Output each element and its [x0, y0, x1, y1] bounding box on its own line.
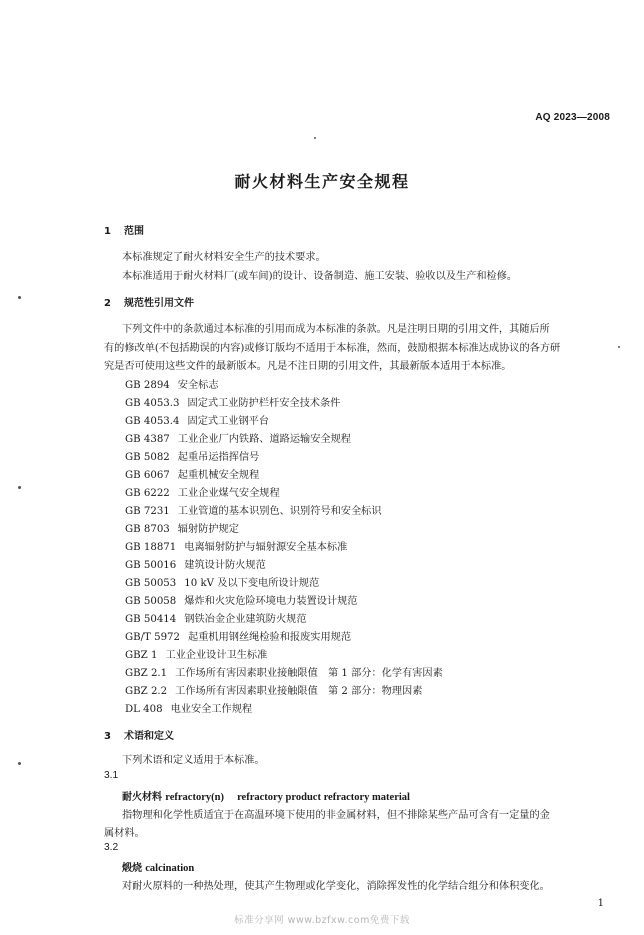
paragraph: 下列术语和定义适用于本标准。	[122, 755, 265, 766]
reference-title: 工业企业厂内铁路、道路运输安全规程	[177, 434, 351, 445]
section-1-heading	[104, 222, 144, 237]
reference-title: 电业安全工作规程	[170, 704, 253, 715]
reference-title: 固定式工业钢平台	[187, 416, 270, 427]
reference-item	[125, 610, 307, 625]
section-number: 2	[104, 298, 111, 309]
reference-title: 工业企业煤气安全规程	[177, 488, 280, 499]
reference-title: 电离辐射防护与辐射源安全基本标准	[184, 542, 348, 553]
reference-item	[125, 412, 269, 427]
reference-item	[125, 556, 266, 571]
reference-item	[125, 484, 280, 499]
reference-code: GB 50053	[125, 578, 177, 589]
reference-item	[125, 592, 357, 607]
paragraph-line: 究是否可使用这些文件的最新版本。凡是不注日期的引用文件，其最新版本适用于本标准。	[104, 361, 512, 372]
reference-code: GBZ 2.1	[125, 668, 168, 679]
standard-code: AQ 2023—2008	[535, 112, 610, 123]
reference-title: 辐射防护规定	[177, 524, 239, 535]
scan-speck	[314, 137, 316, 139]
reference-item	[125, 574, 319, 589]
paragraph-line: 下列文件中的条款通过本标准的引用而成为本标准的条款。凡是注明日期的引用文件，其随后所	[122, 324, 550, 335]
reference-title: 工业企业设计卫生标准	[165, 650, 268, 661]
term-number: 3.2	[104, 842, 119, 853]
reference-item	[125, 520, 239, 535]
scan-speck	[18, 486, 21, 489]
term-en: refractory(n) refractory product refractory material	[165, 792, 410, 803]
reference-title: 10 kV 及以下变电所设计规范	[184, 578, 320, 589]
reference-code: GB 7231	[125, 506, 170, 517]
reference-code: GB 8703	[125, 524, 170, 535]
section-number: 1	[104, 226, 111, 237]
reference-code: DL 408	[125, 704, 163, 715]
reference-title: 工作场所有害因素职业接触限值 第 1 部分：化学有害因素	[175, 668, 443, 679]
paragraph: 本标准规定了耐火材料安全生产的技术要求。	[122, 252, 326, 263]
section-title: 规范性引用文件	[124, 298, 194, 309]
term-en: calcination	[145, 863, 195, 874]
section-2-heading	[104, 294, 194, 309]
reference-item	[125, 700, 252, 715]
reference-title: 工业管道的基本识别色、识别符号和安全标识	[177, 506, 382, 517]
reference-item	[125, 502, 382, 517]
term-heading	[122, 859, 194, 874]
term-zh: 煅烧	[122, 863, 142, 874]
reference-code: GBZ 2.2	[125, 686, 168, 697]
reference-code: GB 4053.4	[125, 416, 180, 427]
page-number: 1	[597, 898, 604, 909]
reference-item	[125, 376, 219, 391]
reference-item	[125, 394, 340, 409]
definition-line: 指物理和化学性质适宜于在高温环境下使用的非金属材料，但不排除某些产品可含有一定量的金	[122, 810, 550, 821]
reference-item	[125, 448, 259, 463]
scan-speck	[18, 296, 21, 299]
section-3-heading	[104, 727, 174, 742]
reference-code: GB 4053.3	[125, 398, 180, 409]
footer-watermark: 标准分享网 www.bzfxw.com免费下载	[234, 915, 410, 926]
reference-item	[125, 466, 259, 481]
reference-item	[125, 430, 351, 445]
reference-code: GB 6067	[125, 470, 170, 481]
reference-title: 爆炸和火灾危险环境电力装置设计规范	[184, 596, 358, 607]
definition-line: 属材料。	[104, 828, 145, 839]
definition-line: 对耐火原料的一种热处理，使其产生物理或化学变化，消除挥发性的化学结合组分和体积变化。	[122, 881, 550, 892]
reference-item	[125, 628, 351, 643]
reference-code: GB 5082	[125, 452, 170, 463]
reference-title: 工作场所有害因素职业接触限值 第 2 部分：物理因素	[175, 686, 423, 697]
section-title: 范围	[124, 226, 144, 237]
reference-code: GBZ 1	[125, 650, 158, 661]
reference-item	[125, 664, 443, 679]
term-heading	[122, 788, 410, 804]
document-title: 耐火材料生产安全规程	[234, 172, 410, 191]
reference-title: 安全标志	[177, 380, 219, 391]
reference-title: 起重机械安全规程	[177, 470, 260, 481]
scan-speck	[618, 346, 620, 348]
reference-item	[125, 682, 422, 697]
reference-code: GB 6222	[125, 488, 170, 499]
reference-code: GB 2894	[125, 380, 170, 391]
term-zh: 耐火材料	[122, 792, 162, 803]
reference-code: GB 18871	[125, 542, 177, 553]
reference-title: 起重吊运指挥信号	[177, 452, 260, 463]
reference-title: 建筑设计防火规范	[184, 560, 266, 571]
paragraph-line: 有的修改单(不包括勘误的内容)或修订版均不适用于本标准，然而，鼓励根据本标准达成协议的各方研	[104, 343, 561, 354]
reference-title: 固定式工业防护栏杆安全技术条件	[187, 398, 341, 409]
reference-item	[125, 646, 267, 661]
reference-code: GB/T 5972	[125, 632, 181, 643]
reference-code: GB 50414	[125, 614, 177, 625]
reference-title: 钢铁冶金企业建筑防火规范	[184, 614, 307, 625]
reference-title: 起重机用钢丝绳检验和报废实用规范	[188, 632, 352, 643]
reference-code: GB 50058	[125, 596, 177, 607]
section-title: 术语和定义	[124, 731, 174, 742]
section-number: 3	[104, 731, 111, 742]
scan-speck	[18, 762, 21, 765]
reference-code: GB 4387	[125, 434, 170, 445]
reference-item	[125, 538, 347, 553]
reference-code: GB 50016	[125, 560, 177, 571]
paragraph: 本标准适用于耐火材料厂(或车间)的设计、设备制造、施工安装、验收以及生产和检修。	[122, 271, 518, 282]
term-number: 3.1	[104, 770, 119, 781]
